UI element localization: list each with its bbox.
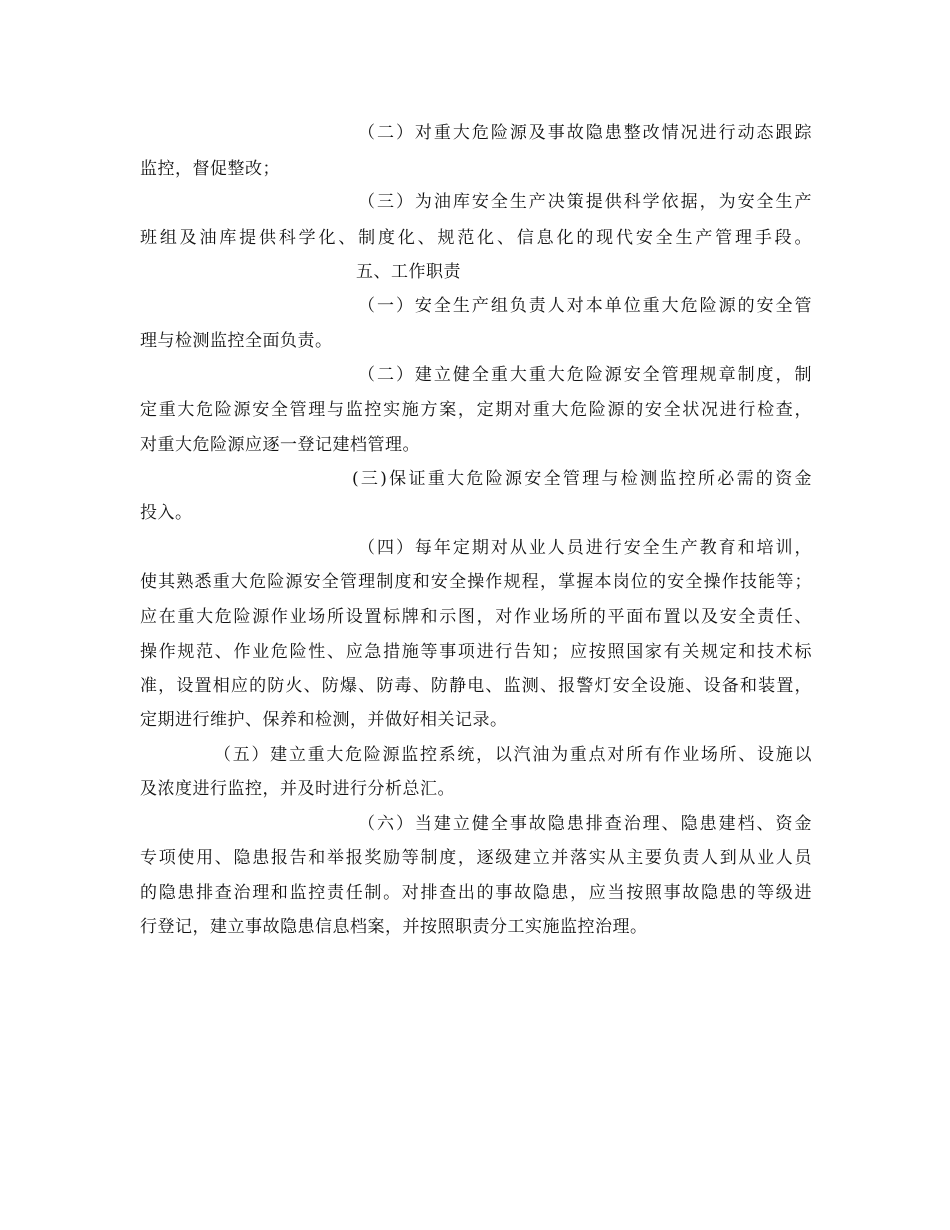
- paragraph-line: 专项使用、隐患报告和举报奖励等制度，逐级建立并落实从主要负责人到从业人员: [140, 848, 812, 868]
- paragraph-line: 对重大危险源应逐一登记建档管理。: [140, 435, 420, 455]
- paragraph-line: 及浓度进行监控，并及时进行分析总汇。: [140, 779, 455, 799]
- paragraph-line: 操作规范、作业危险性、应急措施等事项进行告知；应按照国家有关规定和技术标: [140, 642, 812, 662]
- paragraph-line: 行登记，建立事故隐患信息档案，并按照职责分工实施监控治理。: [140, 917, 648, 937]
- paragraph-line: （五）建立重大危险源监控系统，以汽油为重点对所有作业场所、设施以: [214, 745, 812, 765]
- paragraph-line: 准，设置相应的防火、防爆、防毒、防静电、监测、报警灯安全设施、设备和装置，: [140, 676, 812, 696]
- paragraph-line: 班组及油库提供科学化、制度化、规范化、信息化的现代安全生产管理手段。: [140, 228, 812, 248]
- paragraph-line: 理与检测监控全面负责。: [140, 331, 333, 351]
- paragraph-line: 应在重大危险源作业场所设置标牌和示图，对作业场所的平面布置以及安全责任、: [140, 607, 812, 627]
- paragraph-line: 投入。: [140, 503, 193, 523]
- paragraph-line: (三)保证重大危险源安全管理与检测监控所必需的资金: [352, 469, 812, 489]
- paragraph-line: 使其熟悉重大危险源安全管理制度和安全操作规程，掌握本岗位的安全操作技能等；: [140, 572, 812, 592]
- paragraph-line: （一）安全生产组负责人对本单位重大危险源的安全管: [358, 296, 812, 316]
- paragraph-line: 定重大危险源安全管理与监控实施方案，定期对重大危险源的安全状况进行检查，: [140, 400, 812, 420]
- paragraph-line: （二）建立健全重大重大危险源安全管理规章制度，制: [358, 365, 812, 385]
- paragraph-line: （三）为油库安全生产决策提供科学依据，为安全生产: [358, 192, 812, 212]
- paragraph-line: 监控，督促整改；: [140, 159, 280, 179]
- paragraph-line: （二）对重大危险源及事故隐患整改情况进行动态跟踪: [358, 123, 812, 143]
- paragraph-line: （四）每年定期对从业人员进行安全生产教育和培训，: [358, 538, 812, 558]
- paragraph-line: 定期进行维护、保养和检测，并做好相关记录。: [140, 710, 508, 730]
- section-heading: 五、工作职责: [356, 262, 461, 282]
- paragraph-line: （六）当建立健全事故隐患排查治理、隐患建档、资金: [358, 814, 812, 834]
- paragraph-line: 的隐患排查治理和监控责任制。对排查出的事故隐患，应当按照事故隐患的等级进: [140, 883, 812, 903]
